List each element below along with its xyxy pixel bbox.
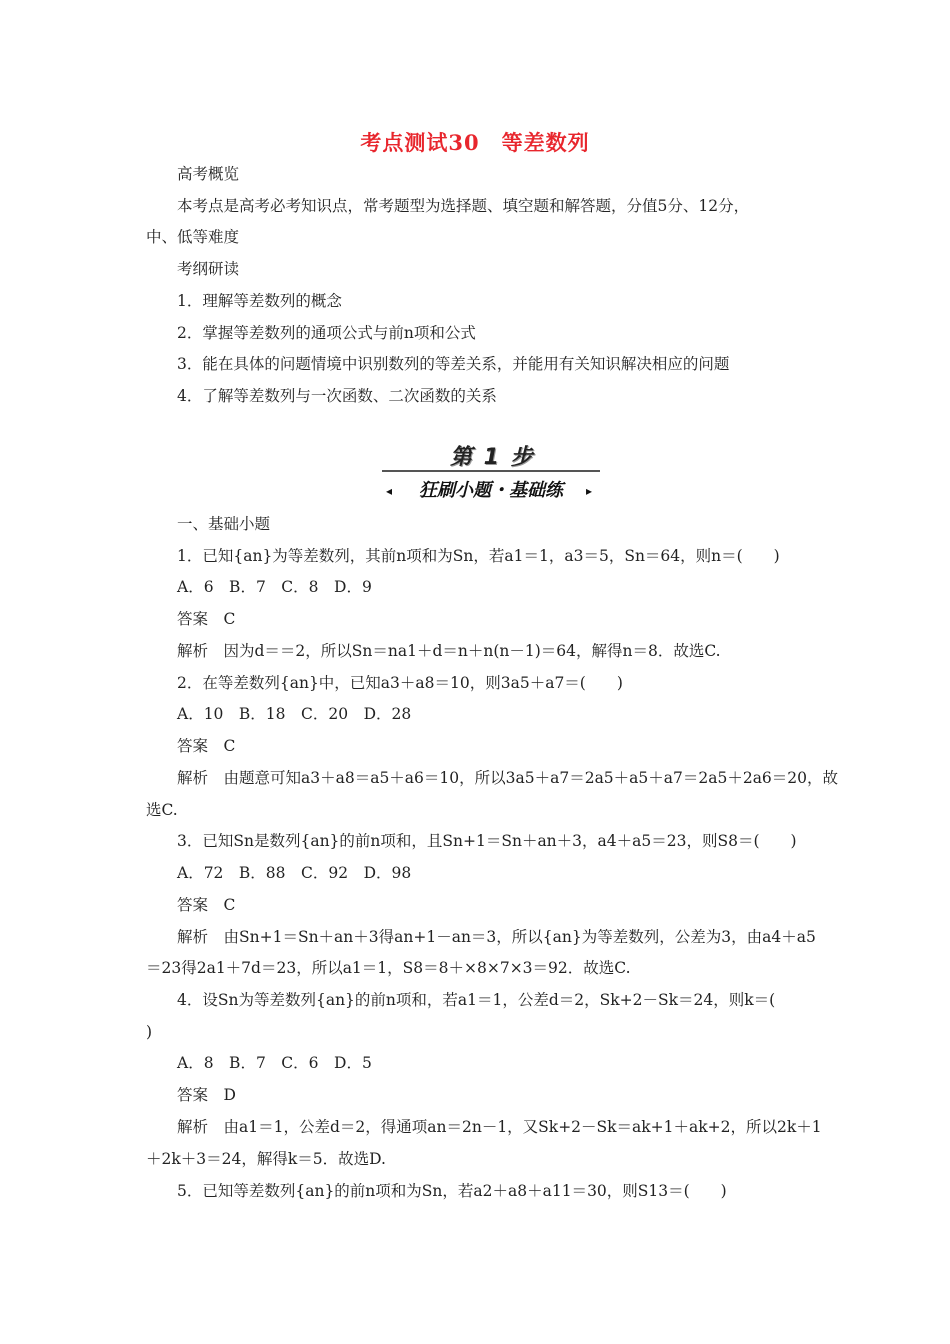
q5-stem: 5．已知等差数列{an}的前n项和为Sn，若a2＋a8＋a11＝30，则S13＝( ) bbox=[177, 1182, 727, 1200]
q3-options: A．72 B．88 C．92 D．98 bbox=[177, 864, 412, 882]
q3-analysis-line2: ＝23得2a1＋7d＝23，所以a1＝1，S8＝8＋×8×7×3＝92．故选C. bbox=[146, 959, 631, 977]
outline-item-1: 1．理解等差数列的概念 bbox=[177, 292, 342, 310]
q2-stem: 2．在等差数列{an}中，已知a3＋a8＝10，则3a5＋a7＝( ) bbox=[177, 674, 623, 692]
q1-stem: 1．已知{an}为等差数列，其前n项和为Sn，若a1＝1，a3＝5，Sn＝64，则n＝( ) bbox=[177, 547, 780, 565]
q4-options: A．8 B．7 C．6 D．5 bbox=[177, 1054, 372, 1072]
page-title: 考点测试30 等差数列 bbox=[360, 130, 590, 155]
q2-options: A．10 B．18 C．20 D．28 bbox=[177, 705, 412, 723]
outline-heading: 考纲研读 bbox=[177, 260, 240, 278]
q2-analysis-line1: 解析 由题意可知a3＋a8＝a5＋a6＝10，所以3a5＋a7＝2a5＋a5＋a7＝2a5＋2a6＝20，故 bbox=[177, 769, 839, 787]
step-banner bbox=[380, 440, 602, 506]
q3-answer: 答案 C bbox=[177, 896, 236, 914]
left-arrow-icon: ◂ bbox=[386, 484, 393, 498]
overview-text-line2: 中、低等难度 bbox=[146, 228, 240, 246]
q1-answer: 答案 C bbox=[177, 610, 236, 628]
q1-analysis: 解析 因为d＝＝2，所以Sn＝na1＋d＝n＋n(n－1)＝64，解得n＝8．故选C. bbox=[177, 642, 721, 660]
q3-analysis-line1: 解析 由Sn+1＝Sn＋an＋3得an+1－an＝3，所以{an}为等差数列，公差为3，由a4＋a5 bbox=[177, 928, 816, 946]
q4-analysis-line2: ＋2k＋3＝24，解得k＝5．故选D. bbox=[146, 1150, 386, 1168]
outline-item-4: 4．了解等差数列与一次函数、二次函数的关系 bbox=[177, 387, 497, 405]
section-heading: 一、基础小题 bbox=[177, 515, 271, 533]
step-banner-title: 第 1 步 bbox=[450, 445, 535, 470]
overview-text-line1: 本考点是高考必考知识点，常考题型为选择题、填空题和解答题，分值5分、12分， bbox=[177, 197, 750, 215]
q4-stem-line1: 4．设Sn为等差数列{an}的前n项和，若a1＝1，公差d＝2，Sk+2－Sk＝24，则k＝( bbox=[177, 991, 776, 1009]
step-banner-subtitle: 狂刷小题・基础练 bbox=[419, 480, 563, 501]
step-banner-divider bbox=[382, 470, 600, 472]
outline-item-3: 3．能在具体的问题情境中识别数列的等差关系，并能用有关知识解决相应的问题 bbox=[177, 355, 730, 373]
q1-options: A．6 B．7 C．8 D．9 bbox=[177, 578, 372, 596]
outline-item-2: 2．掌握等差数列的通项公式与前n项和公式 bbox=[177, 324, 476, 342]
q4-analysis-line1: 解析 由a1＝1，公差d＝2，得通项an＝2n－1，又Sk+2－Sk＝ak+1＋ak+2，所以2k＋1 bbox=[177, 1118, 822, 1136]
q4-stem-line2: ) bbox=[146, 1023, 153, 1041]
q3-stem: 3．已知Sn是数列{an}的前n项和，且Sn+1＝Sn＋an＋3，a4＋a5＝23，则S8＝( ) bbox=[177, 832, 797, 850]
overview-heading: 高考概览 bbox=[177, 165, 240, 183]
q4-answer: 答案 D bbox=[177, 1086, 236, 1104]
q2-analysis-line2: 选C. bbox=[146, 801, 178, 819]
right-arrow-icon: ▸ bbox=[586, 484, 593, 498]
q2-answer: 答案 C bbox=[177, 737, 236, 755]
